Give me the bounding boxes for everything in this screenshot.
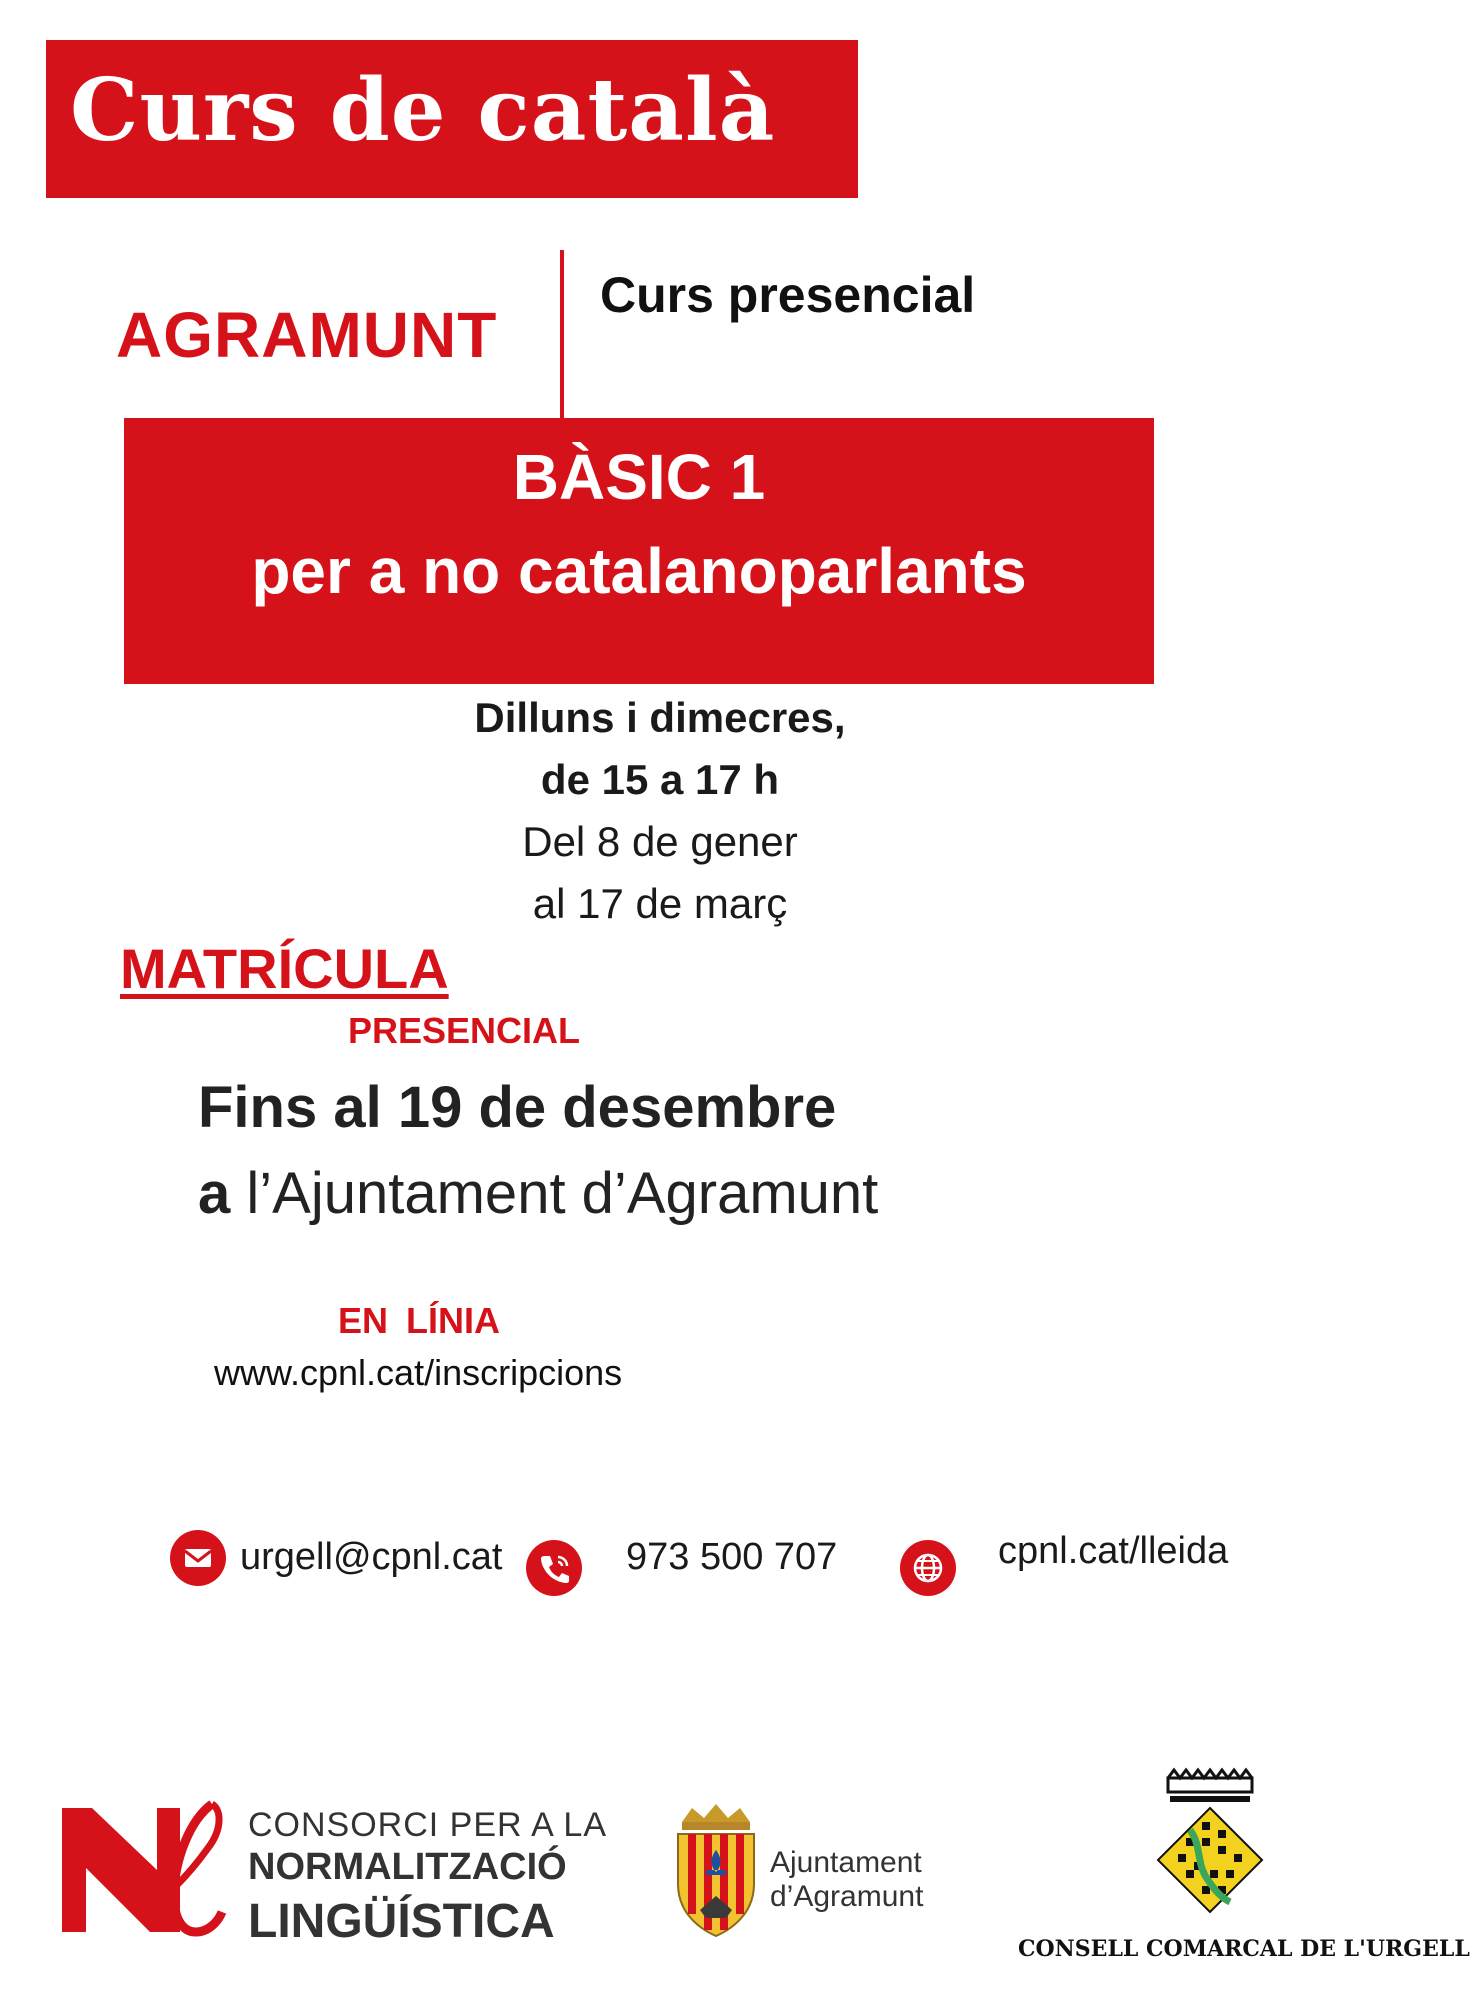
- cpnl-name-line2: NORMALITZACIÓ: [248, 1846, 567, 1888]
- level-title: BÀSIC 1: [512, 441, 766, 513]
- vertical-divider: [560, 250, 564, 422]
- enrollment-place: [198, 1160, 878, 1227]
- town-name: AGRAMUNT: [116, 299, 498, 371]
- level-subtitle: per a no catalanoparlants: [251, 535, 1027, 607]
- consell-urgell-emblem-icon: [1150, 1770, 1270, 1920]
- enrollment-deadline: Fins al 19 de desembre: [198, 1075, 837, 1140]
- online-label: EN LÍNIA: [338, 1300, 501, 1341]
- phone-link[interactable]: 973 500 707: [626, 1536, 838, 1578]
- course-title: Curs de català: [70, 60, 776, 161]
- place-name: l’Ajuntament d’Agramunt: [246, 1161, 879, 1226]
- place-prefix: a: [198, 1161, 231, 1226]
- course-modality: Curs presencial: [600, 267, 976, 323]
- cpnl-name-line3: LINGÜÍSTICA: [248, 1895, 555, 1948]
- phone-icon: [526, 1540, 582, 1596]
- schedule-end-date: al 17 de març: [532, 880, 788, 927]
- website-link[interactable]: cpnl.cat/lleida: [998, 1530, 1229, 1572]
- online-enrollment-link[interactable]: www.cpnl.cat/inscripcions: [214, 1352, 623, 1393]
- cpnl-name-line1: CONSORCI PER A LA: [248, 1806, 607, 1844]
- globe-icon: [900, 1540, 956, 1596]
- email-link[interactable]: urgell@cpnl.cat: [240, 1536, 503, 1578]
- ajuntament-name-line2: d’Agramunt: [770, 1880, 924, 1913]
- ajuntament-name-line1: Ajuntament: [770, 1846, 922, 1879]
- in-person-label: PRESENCIAL: [348, 1010, 581, 1051]
- schedule-start-date: Del 8 de gener: [522, 818, 798, 865]
- cpnl-logo: [62, 1800, 232, 1940]
- mail-icon: [170, 1530, 226, 1586]
- enrollment-heading: MATRÍCULA: [120, 937, 449, 1000]
- agramunt-shield-icon: [670, 1800, 762, 1940]
- schedule-hours: de 15 a 17 h: [540, 756, 780, 803]
- consell-urgell-name: CONSELL COMARCAL DE L'URGELL: [1018, 1936, 1470, 1962]
- schedule-days: Dilluns i dimecres,: [474, 694, 846, 741]
